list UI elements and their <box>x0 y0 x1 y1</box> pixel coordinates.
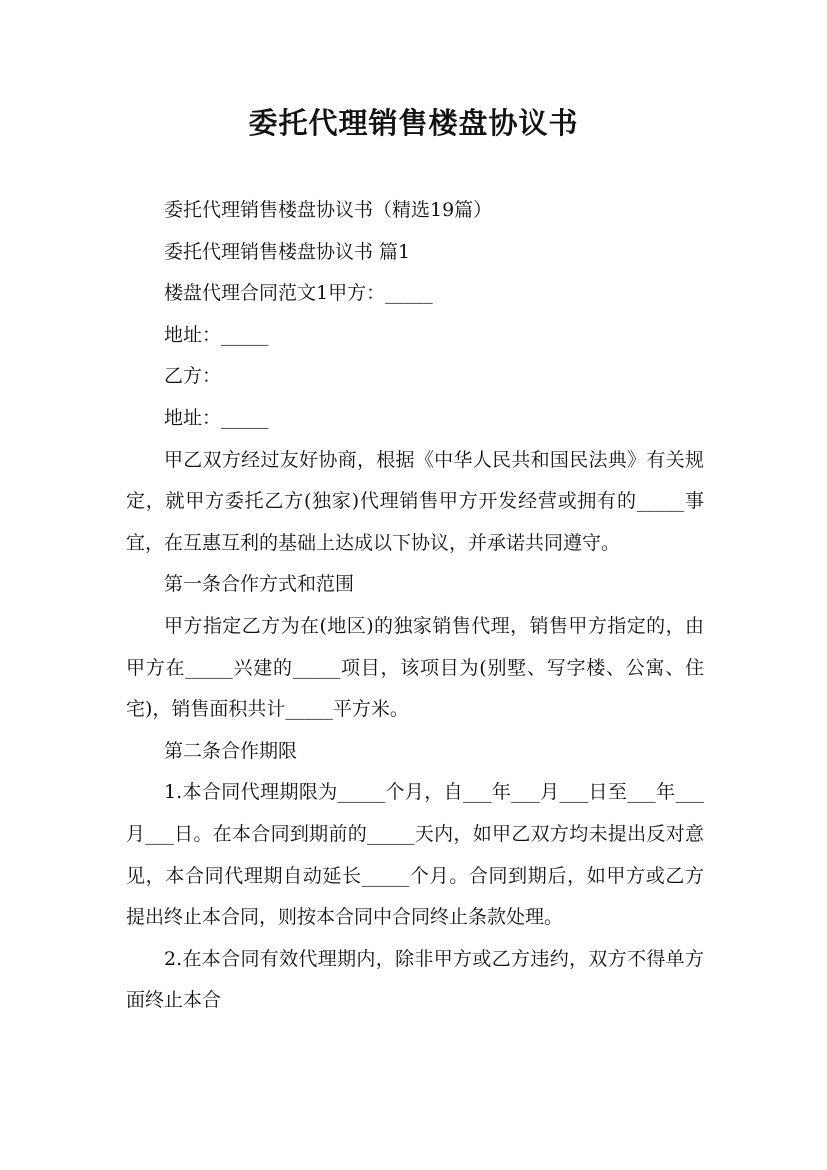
paragraph-section-heading: 委托代理销售楼盘协议书 篇1 <box>164 240 411 263</box>
paragraph-article-1-body: 甲方指定乙方为在(地区)的独家销售代理，销售甲方指定的，由甲方在_____兴建的_____项目，该项目为(别墅、写字楼、公寓、住宅)，销售面积共计_____平方米。 <box>126 614 704 721</box>
document-body <box>126 190 704 1022</box>
paragraph-party-b: 乙方： <box>164 365 222 388</box>
paragraph-article-2-heading: 第二条合作期限 <box>164 739 298 762</box>
paragraph-party-a: 楼盘代理合同范文1甲方：_____ <box>164 282 433 305</box>
paragraph-article-2-clause-2: 2.在本合同有效代理期内，除非甲方或乙方违约，双方不得单方面终止本合 <box>126 947 704 1012</box>
paragraph-subtitle: 委托代理销售楼盘协议书（精选19篇） <box>164 199 493 221</box>
paragraph-article-2-clause-1: 1.本合同代理期限为_____个月，自___年___月___日至___年___月___日。在本合同到期前的_____天内，如甲乙双方均未提出反对意见，本合同代理期自动延长_____个月。合同到期后，如甲方或乙方提出终止本合同，则按本合同中合同终止条款处理。 <box>126 781 704 929</box>
paragraph-address-a: 地址：_____ <box>164 323 269 346</box>
paragraph-article-1-heading: 第一条合作方式和范围 <box>164 573 355 596</box>
document-title: 委托代理销售楼盘协议书 <box>248 106 579 140</box>
paragraph-preamble: 甲乙双方经过友好协商，根据《中华人民共和国民法典》有关规定，就甲方委托乙方(独家)代理销售甲方开发经营或拥有的_____事宜，在互惠互利的基础上达成以下协议，并承诺共同遵守。 <box>126 448 704 554</box>
paragraph-address-b: 地址：_____ <box>164 406 269 429</box>
